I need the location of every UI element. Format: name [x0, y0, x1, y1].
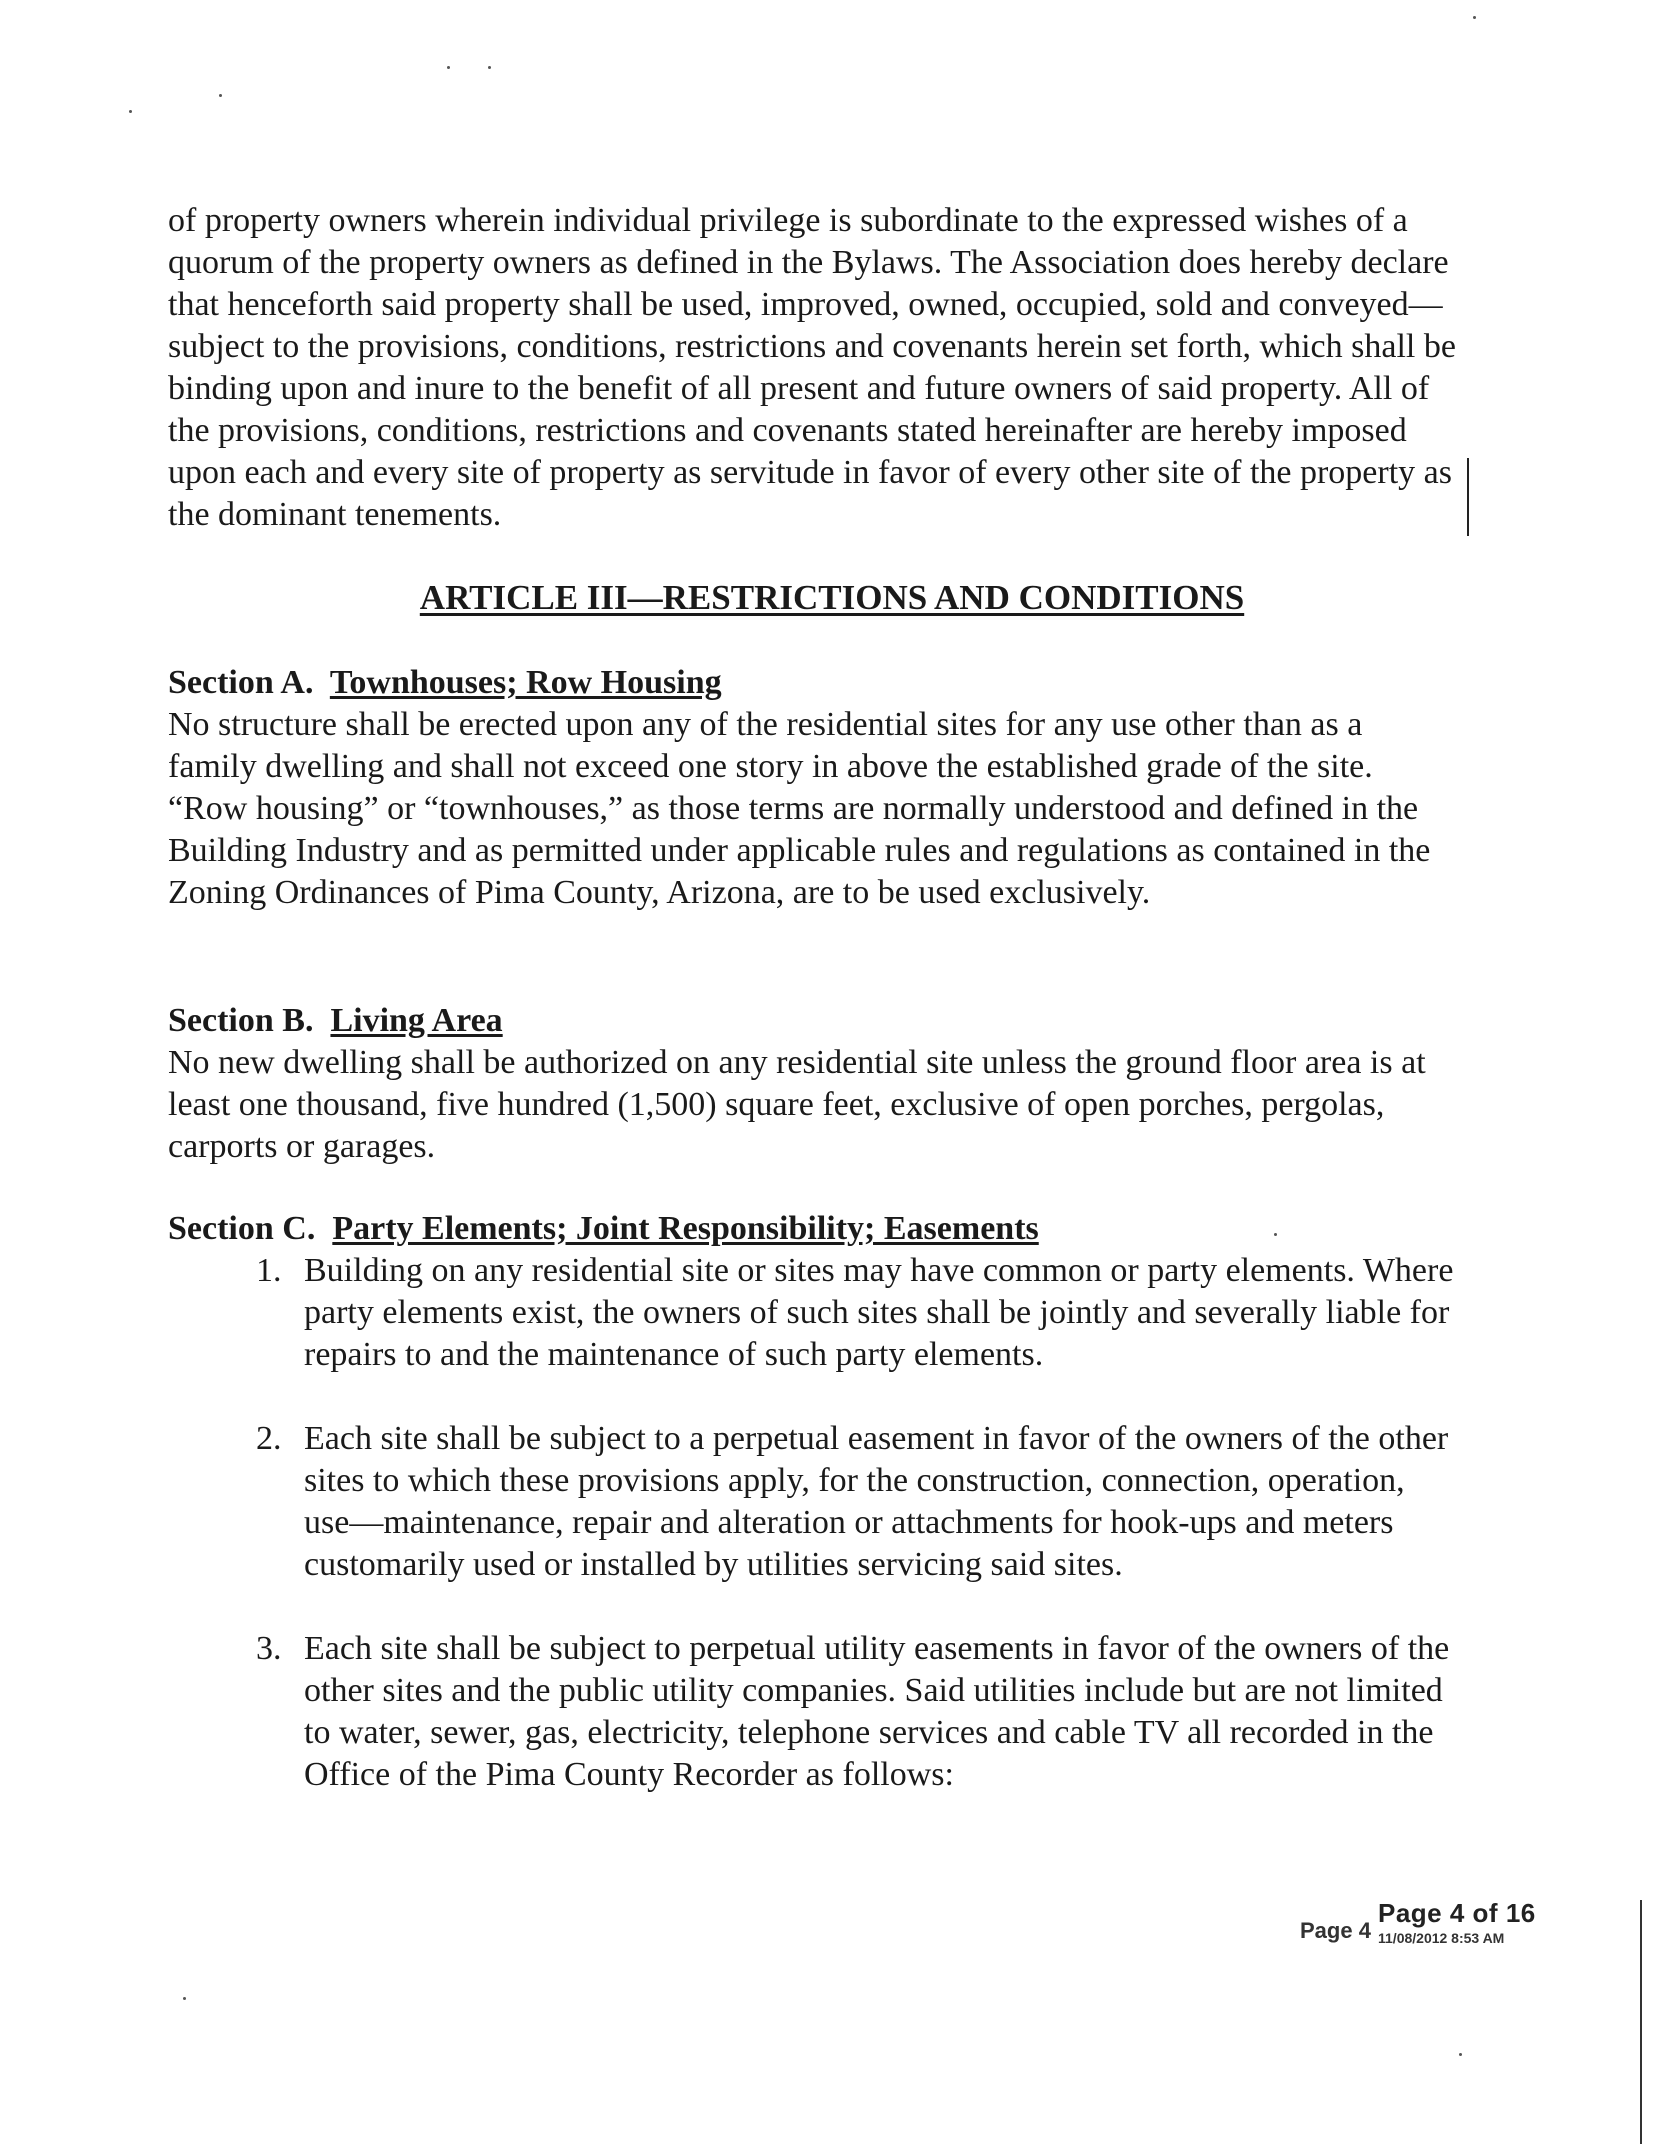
revision-bar — [1467, 458, 1469, 536]
scan-speck — [129, 110, 132, 113]
scan-speck — [488, 66, 491, 69]
article-heading — [0, 578, 1664, 618]
section-b-body: No new dwelling shall be authorized on any residential site unless the ground floor area is at least one thousand, five hundred (1,500) square feet, exclusive of open porches, pergolas, carports or garages. — [168, 1044, 1426, 1165]
article-heading-text: ARTICLE III—RESTRICTIONS AND CONDITIONS — [419, 578, 1245, 617]
section-b-heading — [168, 1000, 503, 1042]
scan-speck — [183, 1997, 186, 2000]
list-item-number: 3. — [256, 1630, 282, 1667]
print-timestamp: 11/08/2012 8:53 AM — [1378, 1930, 1505, 1946]
list-item-number: 1. — [256, 1252, 282, 1289]
scan-edge-line — [1640, 1900, 1642, 2144]
section-b-label: Section B. — [168, 1002, 314, 1039]
section-b-title: Living Area — [330, 1002, 503, 1039]
section-c-label: Section C. — [168, 1210, 316, 1247]
scan-speck — [1274, 1233, 1277, 1236]
page-footer — [1300, 1898, 1600, 1958]
list-item — [256, 1628, 1456, 1796]
scan-speck — [1459, 2053, 1462, 2056]
section-c-title: Party Elements; Joint Responsibility; Easements — [332, 1210, 1039, 1247]
intro-paragraph: of property owners wherein individual privilege is subordinate to the expressed wishes of a quorum of the property owners as defined in the Bylaws. The Association does hereby declare that henceforth said property shall be used, improved, owned, occupied, sold and conveyed—subject to the provisions, conditions, restrictions and covenants herein set forth, which shall be binding upon and inure to the benefit of all present and future owners of said property. All of the provisions, conditions, restrictions and covenants stated hereinafter are hereby imposed upon each and every site of property as servitude in favor of every other site of the property as the dominant tenements. — [168, 202, 1456, 533]
list-item-text: Each site shall be subject to perpetual utility easements in favor of the owners of the other sites and the public utility companies. Said utilities include but are not limited to water, sewer, gas, electricity, telephone services and cable TV all recorded in the Office of the Pima County Recorder as follows: — [304, 1630, 1450, 1793]
scan-speck — [1473, 16, 1476, 19]
section-a-title: Townhouses; Row Housing — [329, 664, 722, 701]
list-item — [256, 1250, 1456, 1376]
list-item-number: 2. — [256, 1420, 282, 1457]
section-a-heading — [168, 662, 722, 704]
list-item — [256, 1418, 1456, 1586]
section-a-label: Section A. — [168, 664, 314, 701]
page-number-small: Page 4 — [1300, 1918, 1371, 1943]
scan-speck — [219, 94, 222, 97]
section-a-body: No structure shall be erected upon any of the residential sites for any use other than as a family dwelling and shall not exceed one story in above the established grade of the site. “Row housing” or “townhouses,” as those terms are normally understood and defined in the Building Industry and as permitted under applicable rules and regulations as contained in the Zoning Ordinances of Pima County, Arizona, are to be used exclusively. — [168, 706, 1431, 911]
section-c-heading — [168, 1208, 1039, 1250]
list-item-text: Each site shall be subject to a perpetual easement in favor of the owners of the other sites to which these provisions apply, for the construction, connection, operation, use—maintenance, repair and alteration or attachments for hook-ups and meters customarily used or installed by utilities servicing said sites. — [304, 1420, 1449, 1583]
scan-speck — [447, 66, 450, 69]
page-number: Page 4 of 16 — [1378, 1898, 1536, 1928]
list-item-text: Building on any residential site or sites may have common or party elements. Where party elements exist, the owners of such sites shall be jointly and severally liable for repairs to and the maintenance of such party elements. — [304, 1252, 1454, 1373]
